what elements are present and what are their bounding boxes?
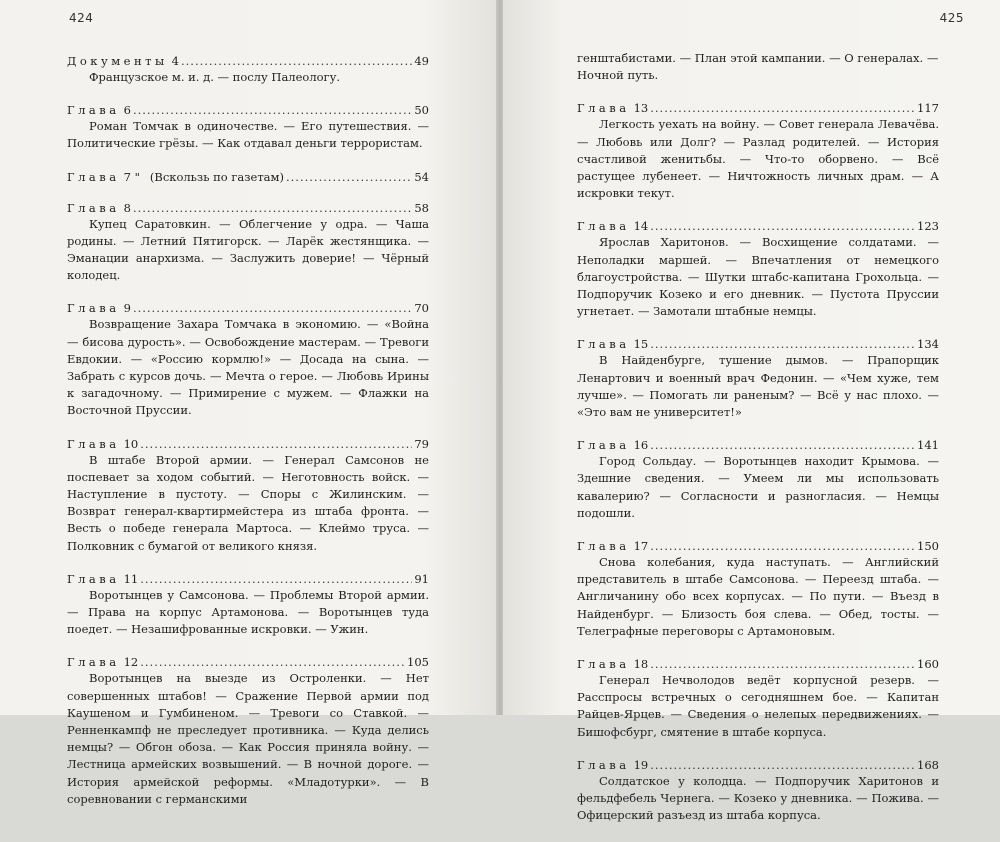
entry-summary: Ярослав Харитонов. — Восхищение солдатами. — Неполадки маршей. — Впечатления от немецкого благоустройства. — Шутки штабс-капитана Грохольца. — Подпоручик Козеко и его дневник. — Пустота Пруссии угнетает. — Замотали штабные немцы. (577, 235, 939, 319)
entry-page: 141 (917, 438, 939, 453)
leader-dots (181, 54, 412, 68)
page-number: 425 (939, 11, 964, 25)
page-number: 424 (69, 11, 94, 25)
entry-number: 19 (633, 757, 649, 772)
toc-entry (67, 301, 429, 419)
toc-entry (67, 655, 429, 808)
right-page (503, 0, 1000, 823)
entry-page: 105 (407, 655, 429, 670)
entry-label: Глава (577, 539, 630, 554)
entry-summary: Французское м. и. д. — послу Палеологу. (89, 70, 341, 84)
entry-summary: Генерал Нечволодов ведёт корпусной резерв. — Расспросы встречных о сегодняшнем бое. — Капитан Райцев-Ярцев. — Сведения о нелепых передвижениях. — Бишофсбург, смятение в штабе корпуса. (577, 673, 939, 739)
entry-label: Глава (577, 757, 630, 772)
entry-number: 12 (123, 655, 139, 670)
entry-page: 50 (414, 103, 429, 118)
leader-dots (650, 438, 915, 452)
entry-page: 49 (414, 54, 429, 68)
entry-page: 160 (917, 657, 939, 672)
entry-label: Глава (577, 219, 630, 234)
continued-summary: генштабистами. — План этой кампании. — О генералах. — Ночной путь. (577, 51, 939, 83)
toc-entry (577, 219, 939, 320)
entry-number: 10 (123, 436, 139, 451)
entry-number: 14 (633, 219, 649, 234)
entry-label: Глава (577, 337, 630, 352)
entry-summary: В штабе Второй армии. — Генерал Самсонов не поспевает за ходом событий. — Неготовность войск. — Наступление в пустоту. — Споры с Жилинским. — Возврат генерал-квартирмейстера из штаба фронта. — Весть о победе генерала Мартоса. — Клеймо труса. — Полковник с бумагой от великого князя. (67, 452, 429, 553)
entry-summary: Купец Саратовкин. — Облегчение у одра. — Чаша родины. — Летний Пятигорск. — Ларёк жестянщика. — Эманации анархизма. — Заслужить доверие! — Чёрный колодец. (67, 216, 429, 283)
toc-entry (67, 103, 429, 152)
entry-page: 54 (414, 169, 429, 184)
entry-number: 7 " (123, 169, 140, 184)
toc-entry (67, 54, 429, 86)
entry-label: Глава (577, 657, 630, 672)
entry-label: Глава (67, 436, 120, 451)
entry-page: 168 (917, 757, 939, 772)
leader-dots (286, 170, 412, 184)
entry-summary: Легкость уехать на войну. — Совет генерала Левачёва. — Любовь или Долг? — Разлад родителей. — История счастливой женитьбы. — Что-то оборвено. — Всё растущее лубенеет. — Ничтожность личных драм. — А искровки текут. (577, 117, 939, 201)
leader-dots (133, 103, 412, 117)
toc-column (577, 50, 939, 842)
entry-summary: Снова колебания, куда наступать. — Английский представитель в штабе Самсонова. — Переезд штаба. — Англичанину обо всех корпусах. — По пути. — Въезд в Найденбург. — Близость боя слева. — Обед, тосты. — Телеграфные переговоры с Артамоновым. (577, 555, 939, 638)
toc-column (67, 54, 429, 825)
entry-label: Глава (67, 103, 120, 118)
entry-label: Глава (67, 169, 120, 184)
entry-summary: Возвращение Захара Томчака в экономию. — «Война — бисова дурость». — Освобождение мастерам. — Тревоги Евдокии. — «Россию кормлю!» — Досада на сына. — Забрать с курсов дочь. — Мечта о герое. — Любовь Ирины к загадочному. — Примирение с мужем. — Флажки на Восточной Пруссии. (67, 317, 429, 418)
entry-page: 70 (414, 301, 429, 316)
left-page (0, 0, 497, 806)
entry-number: 4 (171, 54, 179, 68)
entry-summary: Город Сольдау. — Воротынцев находит Крымова. — Здешние сведения. — Умеем ли мы использовать кавалерию? — Согласности и разногласия. — Немцы подошли. (577, 454, 939, 520)
entry-number: 18 (633, 657, 649, 672)
toc-entry (577, 539, 939, 640)
leader-dots (140, 655, 405, 669)
entry-page: 150 (917, 539, 939, 554)
entry-page: 91 (414, 571, 429, 586)
toc-entry (67, 201, 429, 285)
entry-summary: В Найденбурге, тушение дымов. — Прапорщик Ленартович и военный врач Федонин. — «Чем хуже, тем лучше». — Помогать ли раненым? — Всё у нас плохо. — «Это вам не университет!» (577, 353, 939, 420)
leader-dots (140, 437, 412, 451)
entry-label: Документы (67, 54, 168, 68)
entry-summary: Солдатское у колодца. — Подпоручик Харитонов и фельдфебель Чернега. — Козеко у дневника. — Пожива. — Офицерский разъезд из штаба корпуса. (577, 773, 939, 823)
leader-dots (650, 219, 915, 233)
entry-page: 117 (917, 101, 939, 116)
entry-number: 13 (633, 101, 649, 116)
entry-label: Глава (577, 101, 630, 116)
leader-dots (650, 539, 915, 553)
entry-summary: Воротынцев на выезде из Остроленки. — Нет совершенных штабов! — Сражение Первой армии под Каушеном и Гумбиненом. — Тревоги со Ставкой. — Ренненкампф не преследует противника. — Куда делись немцы? — Обгон обоза. — Как Россия приняла войну. — Лестница армейских возвышений. — В ночной дороге. — История армейской реформы. «Младотурки». — В соревновании с германскими (67, 671, 429, 806)
entry-number: 8 (123, 200, 131, 215)
entry-summary: Воротынцев у Самсонова. — Проблемы Второй армии. — Права на корпус Артамонова. — Воротынцев туда поедет. — Незашифрованные искровки. — Ужин. (67, 587, 429, 637)
entry-page: 134 (917, 337, 939, 352)
entry-label: Глава (67, 301, 120, 316)
toc-entry (577, 438, 939, 522)
entry-number: 6 (123, 103, 131, 118)
entry-number: 16 (633, 438, 649, 453)
entry-number: 15 (633, 337, 649, 352)
leader-dots (650, 337, 915, 351)
entry-label: Глава (67, 571, 120, 586)
entry-page: 58 (414, 200, 429, 215)
toc-entry (577, 657, 939, 741)
entry-number: 17 (633, 539, 649, 554)
toc-entry (577, 101, 939, 202)
leader-dots (133, 201, 412, 215)
entry-note: (Вскользь по газетам) (149, 169, 284, 184)
leader-dots (140, 572, 412, 586)
toc-entry (67, 572, 429, 639)
entry-label: Глава (577, 438, 630, 453)
entry-page: 123 (917, 219, 939, 234)
toc-entry (577, 758, 939, 825)
toc-entry (67, 437, 429, 555)
entry-summary: Роман Томчак в одиночестве. — Его путешествия. — Политические грёзы. — Как отдавал деньги террористам. (67, 119, 429, 151)
entry-number: 11 (123, 571, 139, 586)
leader-dots (650, 758, 915, 772)
toc-entry (67, 170, 429, 184)
entry-label: Глава (67, 655, 120, 670)
entry-number: 9 (123, 301, 131, 316)
leader-dots (650, 657, 915, 671)
leader-dots (650, 101, 915, 115)
toc-entry (577, 337, 939, 421)
leader-dots (133, 301, 412, 315)
entry-label: Глава (67, 200, 120, 215)
entry-page: 79 (414, 436, 429, 451)
